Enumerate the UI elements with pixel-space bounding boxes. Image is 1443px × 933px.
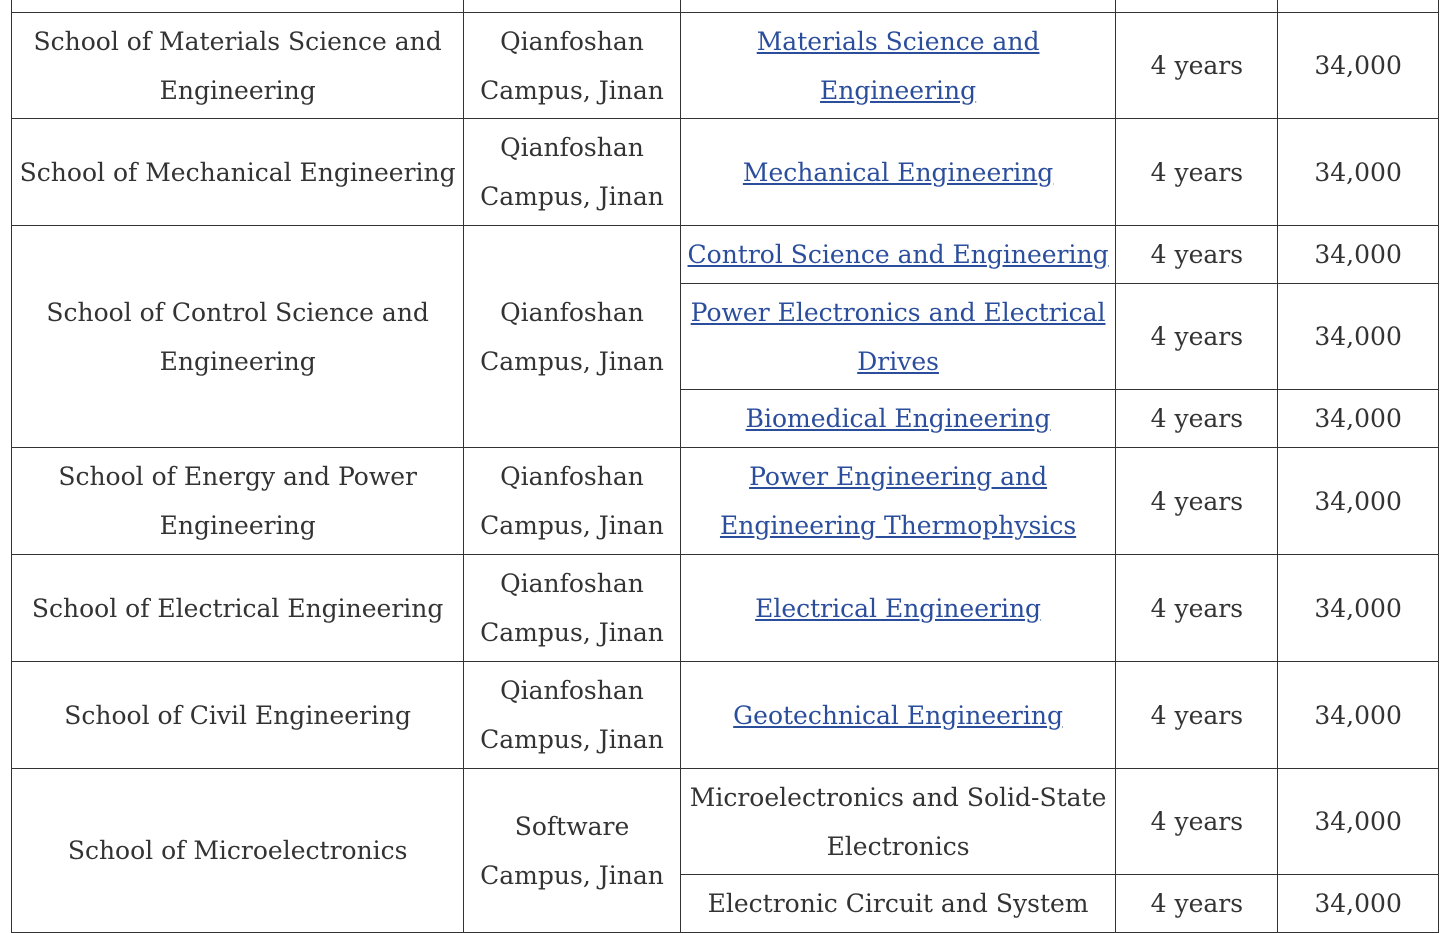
tuition-cell: 34,000	[1278, 226, 1439, 284]
campus-cell	[464, 0, 680, 13]
table-row	[12, 119, 1439, 226]
school-cell: School of Microelectronics	[12, 769, 464, 933]
major-cell: Electronic Circuit and System	[680, 875, 1116, 933]
duration-cell: 4 years	[1116, 226, 1278, 284]
tuition-cell: 34,000	[1278, 875, 1439, 933]
school-cell: School of Energy and Power Engineering	[12, 448, 464, 555]
major-cell: Microelectronics and Solid-State Electronics	[680, 769, 1116, 875]
tuition-cell: 34,000	[1278, 119, 1439, 226]
tuition-cell: 34,000	[1278, 390, 1439, 448]
school-cell: School of Control Science and Engineering	[12, 226, 464, 448]
table-row	[12, 13, 1439, 119]
tuition-cell: 34,000	[1278, 448, 1439, 555]
duration-cell: 4 years	[1116, 119, 1278, 226]
tuition-cell: 34,000	[1278, 769, 1439, 875]
school-cell	[12, 0, 464, 13]
duration-cell: 4 years	[1116, 875, 1278, 933]
major-cell	[680, 284, 1116, 390]
program-table-wrapper	[11, 0, 1439, 933]
major-cell	[680, 226, 1116, 284]
table-row	[12, 555, 1439, 662]
tuition-cell: 34,000	[1278, 662, 1439, 769]
tuition-cell: 34,000	[1278, 555, 1439, 662]
duration-cell: 4 years	[1116, 662, 1278, 769]
table-row	[12, 0, 1439, 13]
school-cell: School of Materials Science and Engineering	[12, 13, 464, 119]
major-link[interactable]: Mechanical Engineering	[742, 157, 1054, 187]
duration-cell: 4 years	[1116, 390, 1278, 448]
duration-cell: 4 years	[1116, 769, 1278, 875]
school-cell: School of Mechanical Engineering	[12, 119, 464, 226]
major-cell	[680, 119, 1116, 226]
major-link[interactable]: Electrical Engineering	[755, 593, 1042, 623]
duration-cell: 4 years	[1116, 448, 1278, 555]
table-row	[12, 448, 1439, 555]
school-cell: School of Electrical Engineering	[12, 555, 464, 662]
table-row	[12, 769, 1439, 875]
major-cell	[680, 390, 1116, 448]
tuition-cell: 34,000	[1278, 13, 1439, 119]
campus-cell: Qianfoshan Campus, Jinan	[464, 119, 680, 226]
major-link[interactable]: Materials Science and Engineering	[756, 26, 1040, 105]
campus-cell: Software Campus, Jinan	[464, 769, 680, 933]
campus-cell: Qianfoshan Campus, Jinan	[464, 448, 680, 555]
campus-cell: Qianfoshan Campus, Jinan	[464, 555, 680, 662]
major-link[interactable]: Biomedical Engineering	[745, 404, 1051, 433]
duration-cell: 4 years	[1116, 555, 1278, 662]
major-cell	[680, 0, 1116, 13]
major-cell	[680, 13, 1116, 119]
school-cell: School of Civil Engineering	[12, 662, 464, 769]
major-cell	[680, 448, 1116, 555]
campus-cell: Qianfoshan Campus, Jinan	[464, 226, 680, 448]
major-link[interactable]: Power Electronics and Electrical Drives	[690, 297, 1106, 376]
tuition-cell: 34,000	[1278, 284, 1439, 390]
duration-cell	[1116, 0, 1278, 13]
campus-cell: Qianfoshan Campus, Jinan	[464, 662, 680, 769]
major-link[interactable]: Power Engineering and Engineering Thermophysics	[719, 462, 1077, 540]
campus-cell: Qianfoshan Campus, Jinan	[464, 13, 680, 119]
tuition-cell	[1278, 0, 1439, 13]
major-cell	[680, 555, 1116, 662]
major-cell	[680, 662, 1116, 769]
table-row	[12, 226, 1439, 284]
duration-cell: 4 years	[1116, 284, 1278, 390]
duration-cell: 4 years	[1116, 13, 1278, 119]
table-row	[12, 662, 1439, 769]
major-link[interactable]: Control Science and Engineering	[687, 240, 1109, 269]
major-link[interactable]: Geotechnical Engineering	[733, 700, 1063, 730]
program-table	[11, 0, 1439, 933]
